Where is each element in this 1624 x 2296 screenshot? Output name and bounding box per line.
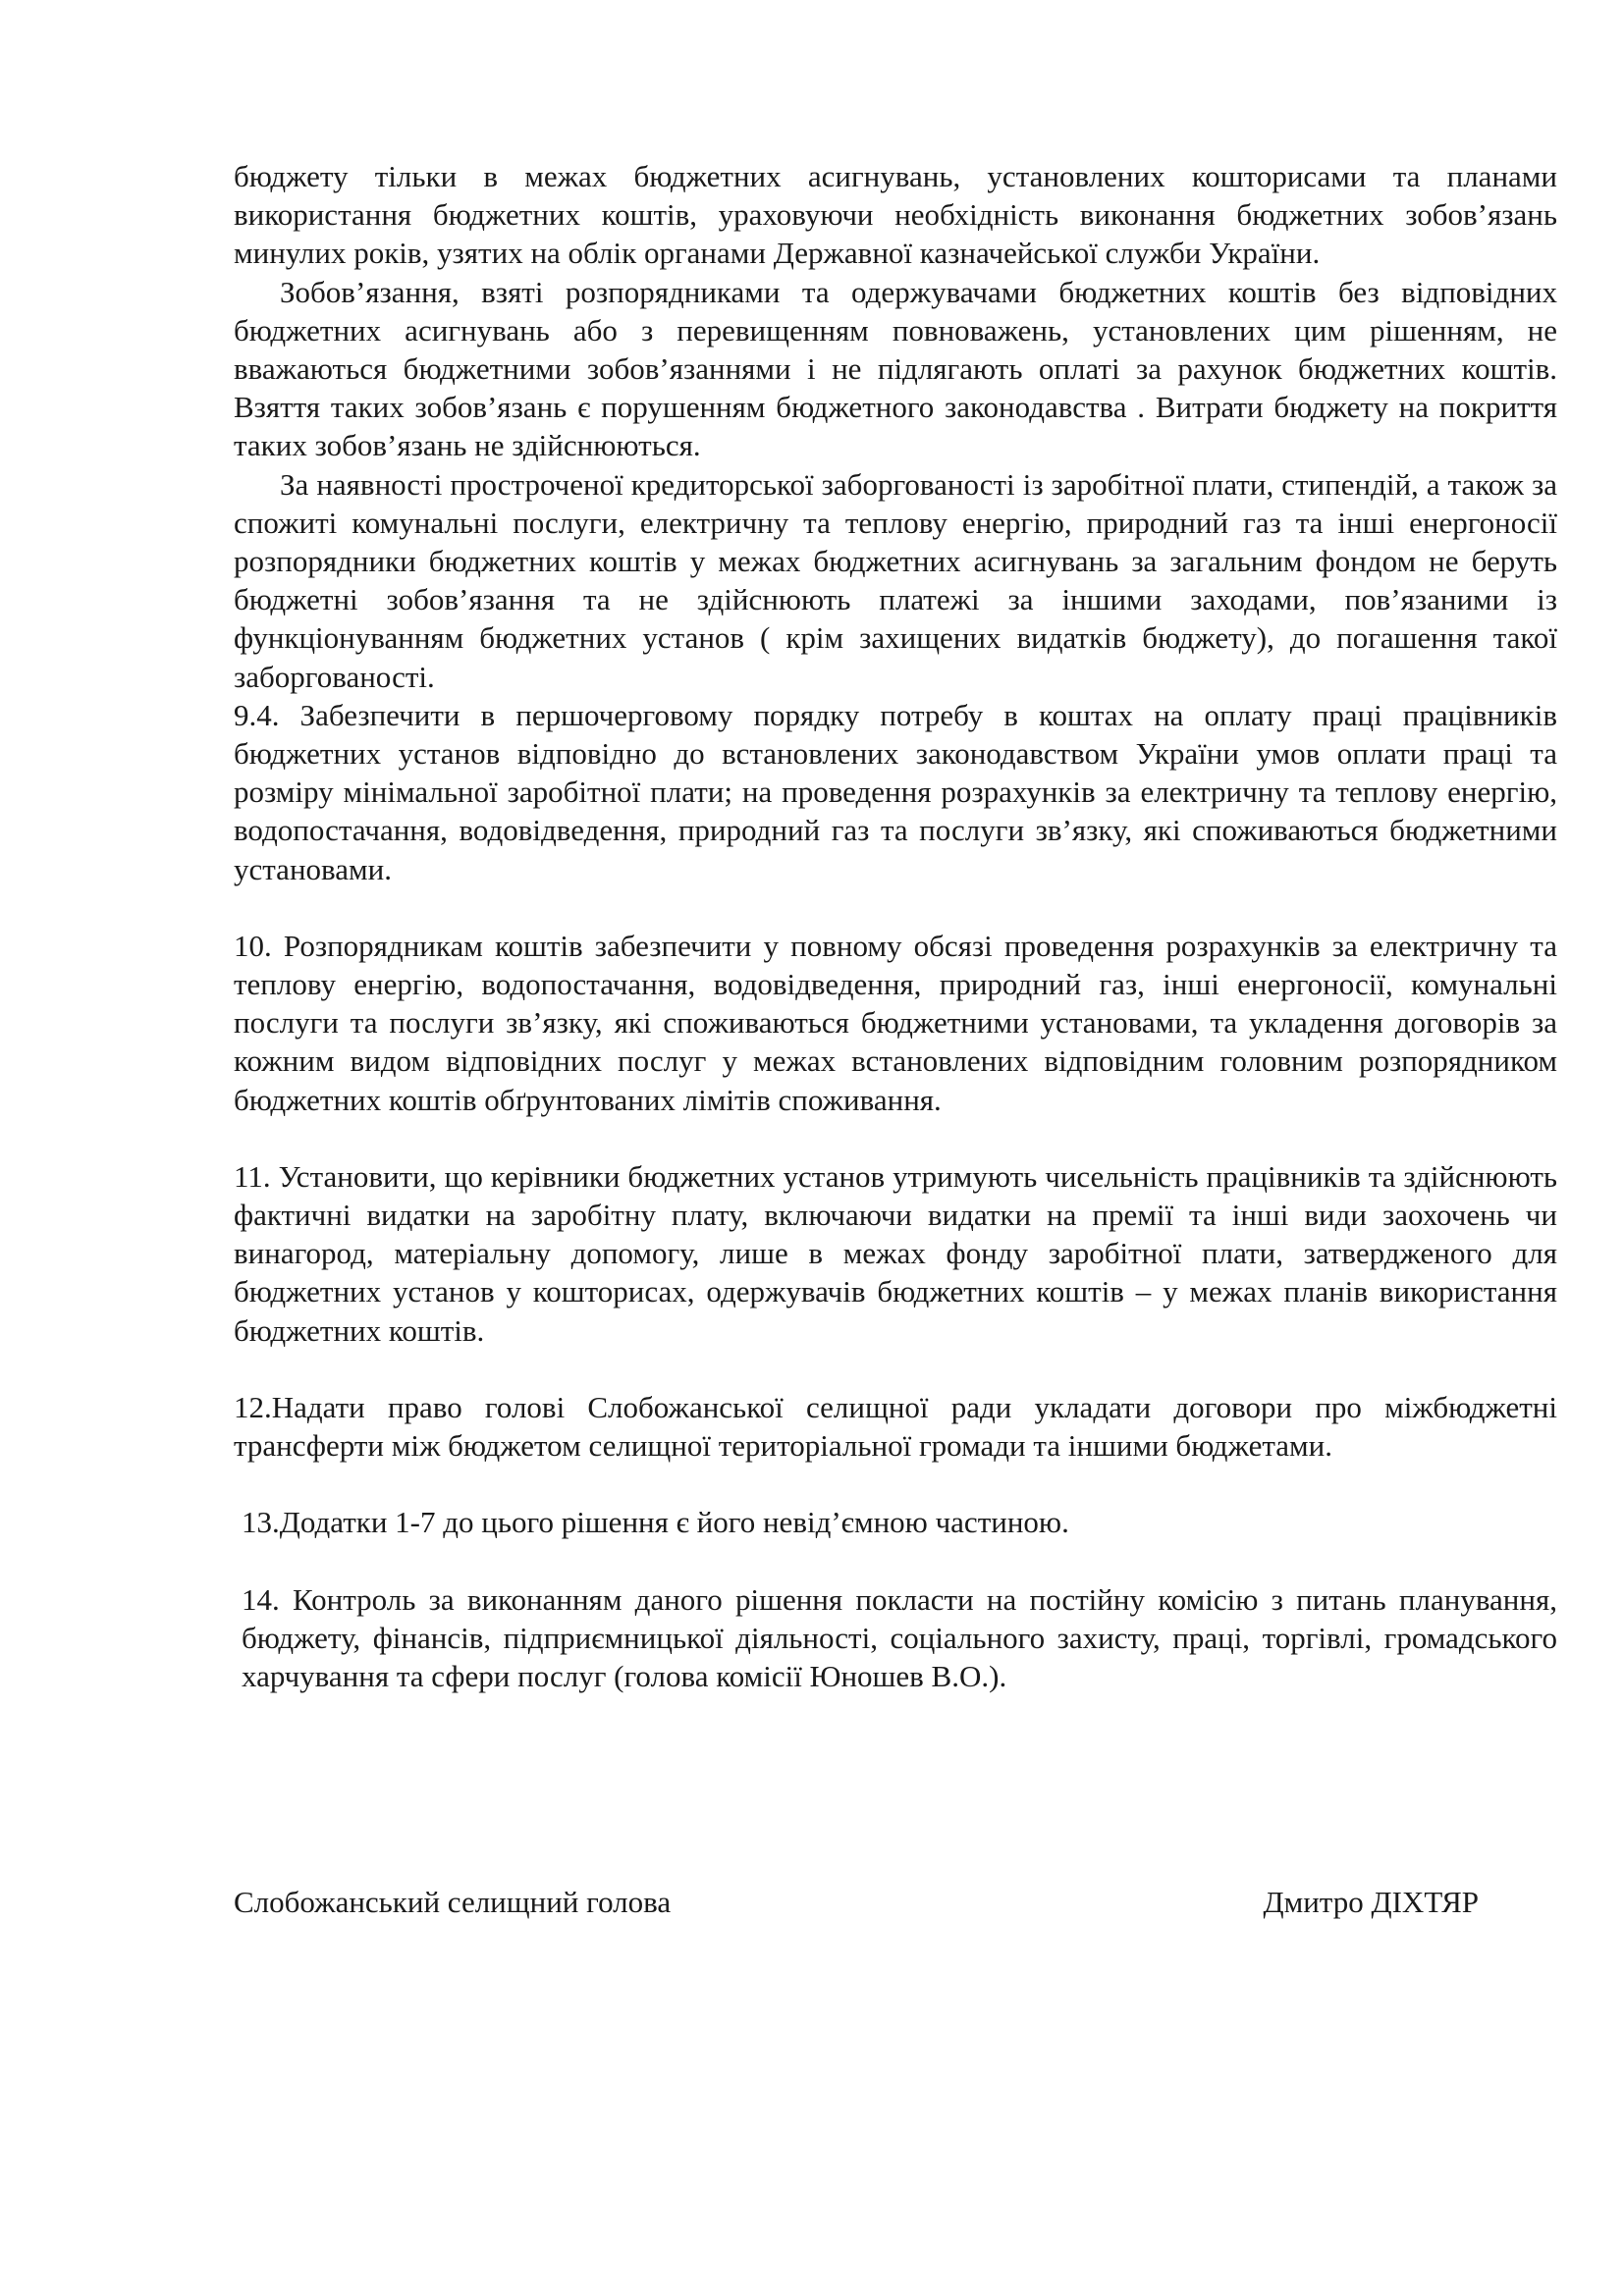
signature-name: Дмитро ДІХТЯР — [1263, 1885, 1479, 1919]
paragraph-arrears: За наявності простроченої кредиторської заборгованості із заробітної плати, стипендій, а також за спожиті комунальні послуги, електричну та теплову енергію, природний газ та інші енергоносії розпорядники бюджетних коштів у межах бюджетних асигнувань за загальним фондом не беруть бюджетні зобов’язання та не здійснюють платежі за іншими заходами, пов’язаними із функціонуванням бюджетних установ ( крім захищених видатків бюджету), до погашення такої заборгованості. — [234, 466, 1557, 694]
paragraph-10: 10. Розпорядникам коштів забезпечити у повному обсязі проведення розрахунків за електричну та теплову енергію, водопостачання, водовідведення, природний газ, інші енергоносії, комунальні послуги та послуги зв’язку, які споживаються бюджетними установами, та укладення договорів за кожним видом відповідних послуг у межах встановлених відповідним головним розпорядником бюджетних коштів обґрунтованих лімітів споживання. — [234, 928, 1557, 1117]
paragraph-12: 12.Надати право голові Слобожанської селищної ради укладати договори про міжбюджетні трансферти між бюджетом селищної територіальної громади та іншими бюджетами. — [234, 1389, 1557, 1464]
paragraph-13: 13.Додатки 1-7 до цього рішення є його невід’ємною частиною. — [242, 1505, 1069, 1540]
paragraph-11: 11. Установити, що керівники бюджетних установ утримують чисельність працівників та здійснюють фактичні видатки на заробітну плату, включаючи видатки на премії та інші види заохочень чи винагород, матеріальну допомогу, лише в межах фонду заробітної плати, затвердженого для бюджетних установ у кошторисах, одержувачів бюджетних коштів – у межах планів використання бюджетних коштів. — [234, 1158, 1557, 1348]
signature-block — [234, 1883, 1479, 1921]
paragraph-obligations: Зобов’язання, взяті розпорядниками та одержувачами бюджетних коштів без відповідних бюджетних асигнувань або з перевищенням повноважень, установлених цим рішенням, не вважаються бюджетними зобов’язаннями і не підлягають оплаті за рахунок бюджетних коштів. Взяття таких зобов’язань є порушенням бюджетного законодавства . Витрати бюджету на покриття таких зобов’язань не здійснюються. — [234, 274, 1557, 463]
document-body — [234, 157, 1557, 1695]
paragraph-14: 14. Контроль за виконанням даного рішення покласти на постійну комісію з питань планування, бюджету, фінансів, підприємницької діяльності, соціального захисту, праці, торгівлі, громадського харчування та сфери послуг (голова комісії Юношев В.О.). — [242, 1581, 1557, 1693]
paragraph-budget-limits: бюджету тільки в межах бюджетних асигнувань, установлених кошторисами та планами використання бюджетних коштів, ураховуючи необхідність виконання бюджетних зобов’язань минулих років, узятих на облік органами Державної казначейської служби України. — [234, 159, 1557, 271]
signature-position: Слобожанський селищний голова — [234, 1885, 672, 1919]
paragraph-9-4: 9.4. Забезпечити в першочерговому порядку потребу в коштах на оплату праці працівників бюджетних установ відповідно до встановлених законодавством України умов оплати праці та розміру мінімальної заробітної плати; на проведення розрахунків за електричну та теплову енергію, водопостачання, водовідведення, природний газ та послуги зв’язку, які споживаються бюджетними установами. — [234, 697, 1557, 886]
